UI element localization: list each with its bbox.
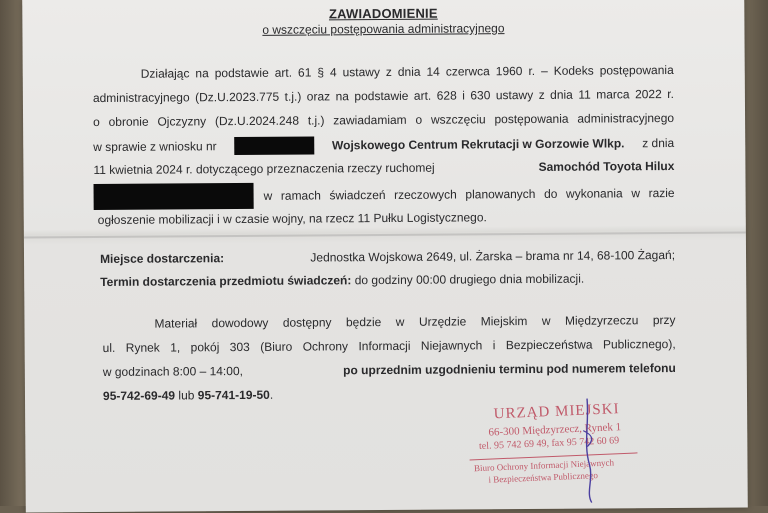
p4-line-3	[103, 360, 676, 380]
delivery-deadline	[100, 271, 584, 290]
delivery-place-label: Miejsce dostarczenia:	[99, 251, 225, 266]
p1-line-5	[93, 158, 674, 178]
phone-separator: lub	[178, 388, 195, 403]
delivery-place	[100, 247, 675, 267]
p1-line-4	[93, 134, 674, 156]
p1-line-6	[94, 180, 675, 210]
p4-line-3-hours: w godzinach 8:00 – 14:00,	[102, 363, 243, 379]
p1-line-5-vehicle: Samochód Toyota Hilux	[538, 158, 675, 174]
p1-line-4-institution: Wojskowego Centrum Rekrutacji w Gorzowie Wlkp.	[331, 136, 625, 153]
p4-end: .	[269, 387, 274, 402]
p4-line-3-note: po uprzednim uzgodnieniu terminu pod numerem telefonu	[343, 360, 676, 378]
document-title: ZAWIADOMIENIE	[328, 5, 438, 22]
delivery-deadline-label: Termin dostarczenia przedmiotu świadczeń:	[100, 273, 352, 289]
stamp-phones: tel. 95 742 69 49, fax 95 742 60 69	[478, 435, 620, 453]
stamp-dept-1: Biuro Ochrony Informacji Niejawnych	[473, 457, 615, 474]
paper-document	[22, 0, 748, 513]
p1-line-1: Działając na podstawie art. 61 § 4 ustawy z dnia 14 czerwca 1960 r. – Kodeks postępowania	[140, 62, 674, 81]
stamp-address: 66-300 Międzyrzecz, Rynek 1	[488, 421, 622, 439]
stamp-name: URZĄD MIEJSKI	[493, 401, 620, 423]
p1-line-4-start: w sprawie z wniosku nr	[93, 139, 217, 155]
stamp-dept-2: i Bezpieczeństwa Publicznego	[488, 470, 599, 485]
p4-line-4	[103, 387, 273, 404]
p1-line-5-text: 11 kwietnia 2024 r. dotyczącego przeznaczenia rzeczy ruchomej	[93, 160, 435, 178]
delivery-place-text: Jednostka Wojskowa 2649, ul. Żarska – brama nr 14, 68-100 Żagań;	[310, 247, 676, 265]
p1-line-4-end: z dnia	[642, 135, 675, 151]
phone-1: 95-742-69-49	[102, 388, 176, 403]
delivery-deadline-text: do godziny 00:00 drugiego dnia mobilizacji.	[354, 271, 585, 288]
document-subtitle: o wszczęciu postępowania administracyjnego	[262, 21, 505, 37]
phone-2: 95-741-19-50	[197, 387, 270, 403]
p1-line-6-text: w ramach świadczeń rzeczowych planowanych do wykonania w razie	[263, 185, 675, 203]
p1-line-2: administracyjnego (Dz.U.2023.775 t.j.) oraz na podstawie art. 628 i 630 ustawy z dnia 11 marca 2022 r.	[92, 86, 674, 106]
p4-line-2: ul. Rynek 1, pokój 303 (Biuro Ochrony Informacji Niejawnych i Bezpieczeństwa Publicznego),	[102, 336, 676, 355]
paper-fold	[24, 231, 746, 238]
signature	[565, 394, 616, 504]
redacted-vehicle-id	[94, 183, 254, 210]
redacted-number	[234, 136, 314, 155]
p4-line-1: Materiał dowodowy dostępny będzie w Urzędzie Miejskim w Międzyrzeczu przy	[154, 312, 676, 331]
p1-line-7: ogłoszenie mobilizacji i w czasie wojny, na rzecz 11 Pułku Logistycznego.	[97, 210, 487, 228]
p1-line-3: o obronie Ojczyzny (Dz.U.2024.248 t.j.) zawiadamiam o wszczęciu postępowania administracyjnego	[93, 110, 675, 130]
